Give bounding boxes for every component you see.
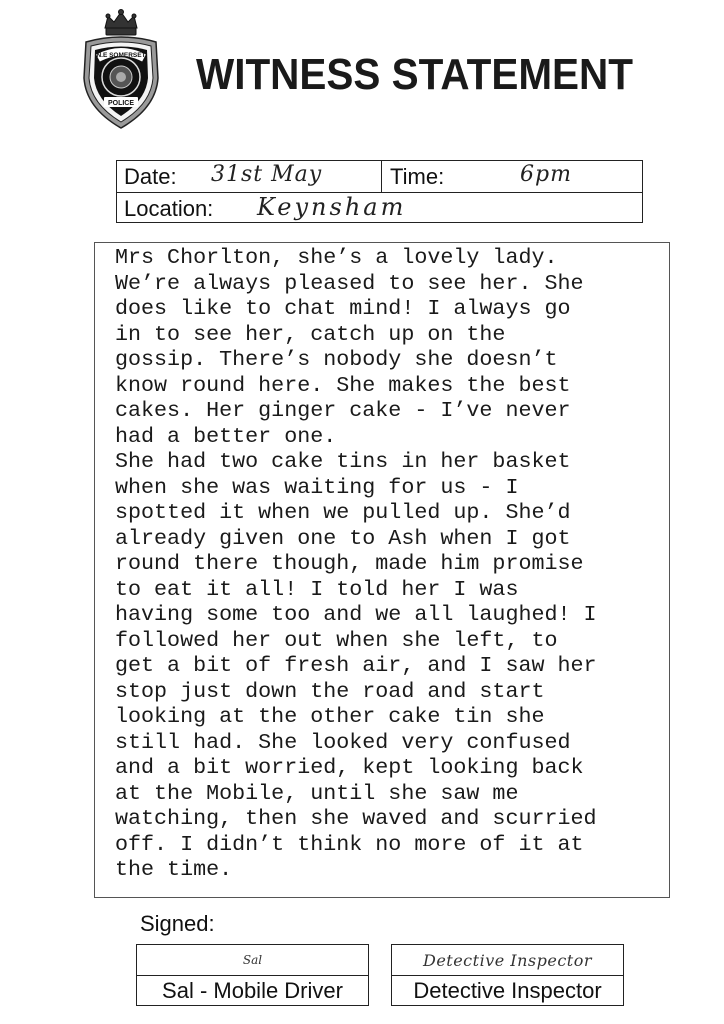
statement-line: still had. She looked very confused	[115, 729, 571, 755]
statement-line: know round here. She makes the best	[115, 372, 571, 398]
date-label: Date:	[124, 164, 177, 189]
statement-line: round there though, made him promise	[115, 551, 584, 576]
statement-line: to eat it all! I told her I was	[115, 576, 519, 602]
statement-line: She had two cake tins in her basket	[115, 449, 571, 474]
witness-signature-box	[136, 944, 369, 1006]
officer-signature-area	[392, 945, 623, 976]
location-label: Location:	[124, 196, 214, 221]
witness-signature-area	[137, 945, 368, 976]
statement-line: having some too and we all laughed! I	[115, 602, 597, 627]
officer-name: Detective Inspector	[413, 978, 602, 1003]
row-divider	[381, 161, 382, 192]
officer-signature-box	[391, 944, 624, 1006]
date-time-row	[117, 161, 642, 193]
witness-name: Sal - Mobile Driver	[162, 978, 343, 1003]
statement-line: the time.	[115, 857, 233, 882]
statement-box	[94, 242, 670, 898]
statement-line: when she was waiting for us - I	[115, 474, 519, 500]
statement-line: spotted it when we pulled up. She’d	[115, 500, 571, 525]
statement-line: and a bit worried, kept looking back	[115, 755, 584, 780]
statement-line: off. I didn’t think no more of it at	[115, 831, 584, 857]
statement-line: already given one to Ash when I got	[115, 525, 571, 551]
time-value: 6pm	[520, 162, 572, 187]
date-value: 31st May	[211, 162, 323, 187]
location-value: Keynsham	[257, 193, 407, 221]
statement-line: at the Mobile, until she saw me	[115, 780, 519, 806]
statement-line: watching, then she waved and scurried	[115, 806, 597, 831]
statement-line: cakes. Her ginger cake - I’ve never	[115, 398, 571, 423]
statement-line: Mrs Chorlton, she’s a lovely lady.	[115, 245, 558, 270]
police-badge-logo	[78, 8, 164, 132]
statement-line: get a bit of fresh air, and I saw her	[115, 653, 597, 678]
statement-line: We’re always pleased to see her. She	[115, 270, 584, 296]
statement-line: in to see her, catch up on the	[115, 321, 506, 347]
statement-line: does like to chat mind! I always go	[115, 296, 571, 321]
statement-line: looking at the other cake tin she	[115, 704, 545, 729]
time-label: Time:	[390, 164, 445, 189]
officer-signature: Detective Inspector	[422, 950, 592, 970]
badge-top-text: N.E SOMERSET	[96, 52, 146, 59]
signed-label: Signed:	[140, 911, 215, 936]
witness-signature: Sal	[242, 953, 263, 967]
page-title: WITNESS STATEMENT	[196, 50, 634, 99]
statement-details-box	[116, 160, 643, 223]
statement-line: had a better one.	[115, 423, 337, 449]
statement-line: gossip. There’s nobody she doesn’t	[115, 347, 558, 372]
police-badge-icon	[78, 8, 164, 132]
badge-bottom-text: POLICE	[107, 100, 135, 107]
statement-line: stop just down the road and start	[115, 678, 545, 704]
statement-text	[115, 245, 667, 883]
statement-line: followed her out when she left, to	[115, 627, 558, 653]
